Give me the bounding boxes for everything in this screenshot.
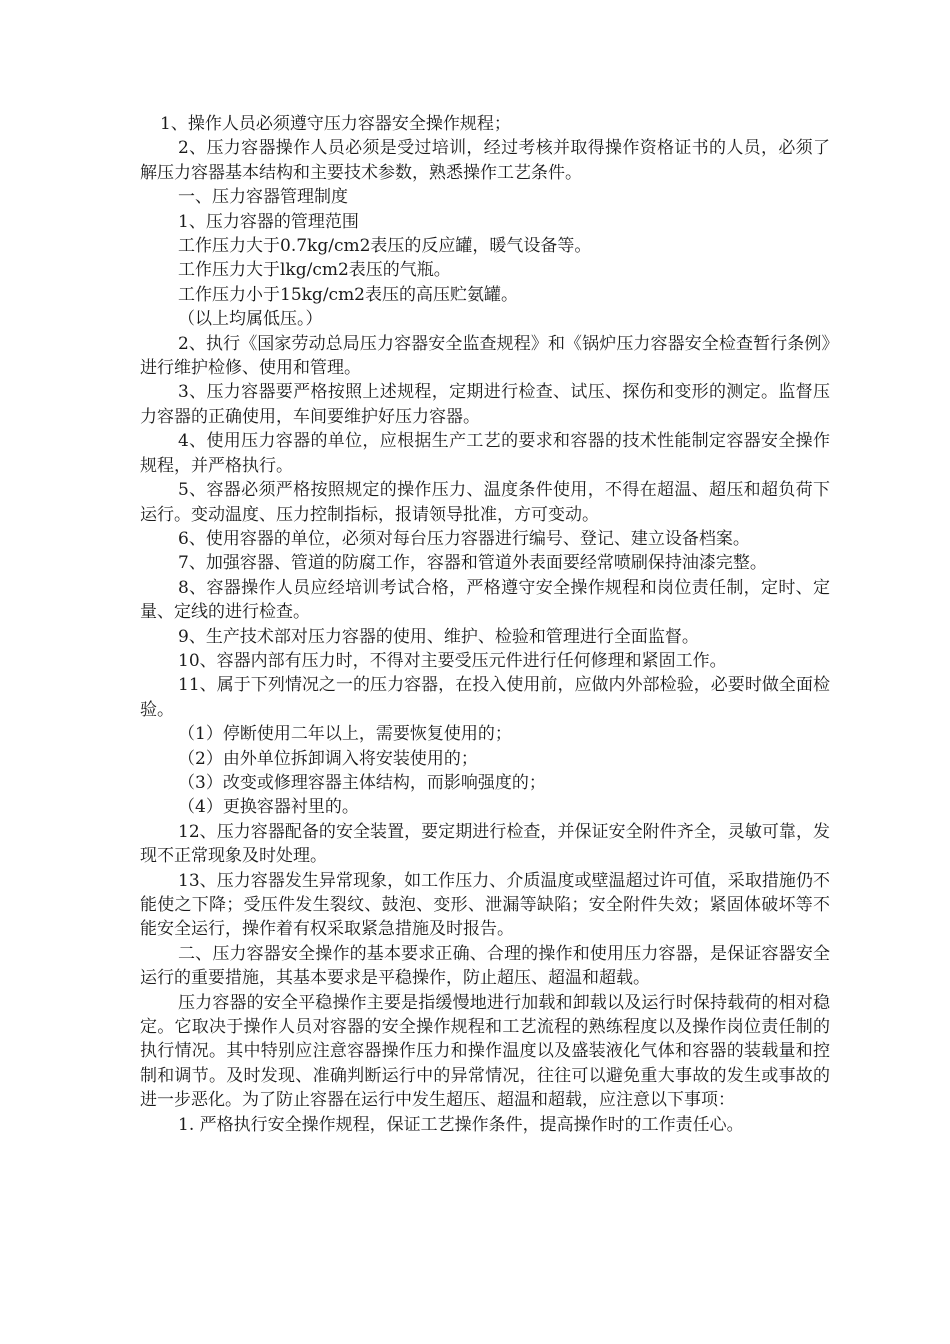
paragraph: 3、压力容器要严格按照上述规程，定期进行检查、试压、探伤和变形的测定。监督压力容器的正确使用，车间要维护好压力容器。 [140,382,830,427]
section-heading: 一、压力容器管理制度 [178,187,348,208]
section-heading: 二、压力容器安全操作的基本要求正确、合理的操作和使用压力容器，是保证容器安全运行的重要措施，其基本要求是平稳操作，防止超压、超温和超载。 [140,943,830,989]
list-item: （4）更换容器衬里的。 [178,797,359,818]
paragraph: 7、加强容器、管道的防腐工作，容器和管道外表面要经常喷刷保持油漆完整。 [178,553,767,574]
document-body [140,112,830,1137]
paragraph: 2、压力容器操作人员必须是受过培训，经过考核并取得操作资格证书的人员，必须了解压力容器基本结构和主要技术参数，熟悉操作工艺条件。 [140,138,830,183]
list-item: （3）改变或修理容器主体结构，而影响强度的； [178,772,546,793]
paragraph: 9、生产技术部对压力容器的使用、维护、检验和管理进行全面监督。 [178,626,699,647]
paragraph: 1、操作人员必须遵守压力容器安全操作规程； [160,114,511,134]
paragraph: 6、使用容器的单位，必须对每台压力容器进行编号、登记、建立设备档案。 [178,528,750,549]
paragraph: 2、执行《国家劳动总局压力容器安全监查规程》和《锅炉压力容器安全检查暂行条例》进行维护检修、使用和管理。 [140,333,830,379]
paragraph: 工作压力小于15kg/cm2表压的高压贮氨罐。 [178,284,518,305]
paragraph: 工作压力大于lkg/cm2表压的气瓶。 [178,260,451,281]
paragraph: 5、容器必须严格按照规定的操作压力、温度条件使用，不得在超温、超压和超负荷下运行。变动温度、压力控制指标，报请领导批准，方可变动。 [140,480,830,525]
paragraph: 12、压力容器配备的安全装置，要定期进行检查，并保证安全附件齐全，灵敏可靠，发现不正常现象及时处理。 [140,821,830,867]
list-item: （2）由外单位拆卸调入将安装使用的； [178,748,478,769]
paragraph: 压力容器的安全平稳操作主要是指缓慢地进行加载和卸载以及运行时保持载荷的相对稳定。它取决于操作人员对容器的安全操作规程和工艺流程的熟练程度以及操作岗位责任制的执行情况。其中特别应注意容器操作压力和操作温度以及盛装液化气体和容器的装载量和控制和调节。及时发现、准确判断运行中的异常情况，往往可以避免重大事故的发生或事故的进一步恶化。为了防止容器在运行中发生超压、超温和超载，应注意以下事项： [140,992,830,1111]
list-item: （1）停断使用二年以上，需要恢复使用的； [178,724,512,745]
paragraph: （以上均属低压。） [178,309,323,330]
paragraph: 13、压力容器发生异常现象，如工作压力、介质温度或壁温超过许可值，采取措施仍不能使之下降；受压件发生裂纹、鼓泡、变形、泄漏等缺陷；安全附件失效；紧固体破坏等不能安全运行，操作着有权采取紧急措施及时报告。 [140,870,830,940]
subsection-heading: 1、压力容器的管理范围 [178,211,359,232]
paragraph: 8、容器操作人员应经培训考试合格，严格遵守安全操作规程和岗位责任制，定时、定量、定线的进行检查。 [140,577,830,623]
paragraph: 11、属于下列情况之一的压力容器，在投入使用前，应做内外部检验，必要时做全面检验。 [140,675,830,720]
paragraph: 4、使用压力容器的单位，应根据生产工艺的要求和容器的技术性能制定容器安全操作规程，并严格执行。 [140,431,830,476]
paragraph: 10、容器内部有压力时，不得对主要受压元件进行任何修理和紧固工作。 [178,650,727,671]
list-item: 1. 严格执行安全操作规程，保证工艺操作条件，提高操作时的工作责任心。 [178,1114,744,1135]
paragraph: 工作压力大于0.7kg/cm2表压的反应罐，暖气设备等。 [178,236,592,257]
